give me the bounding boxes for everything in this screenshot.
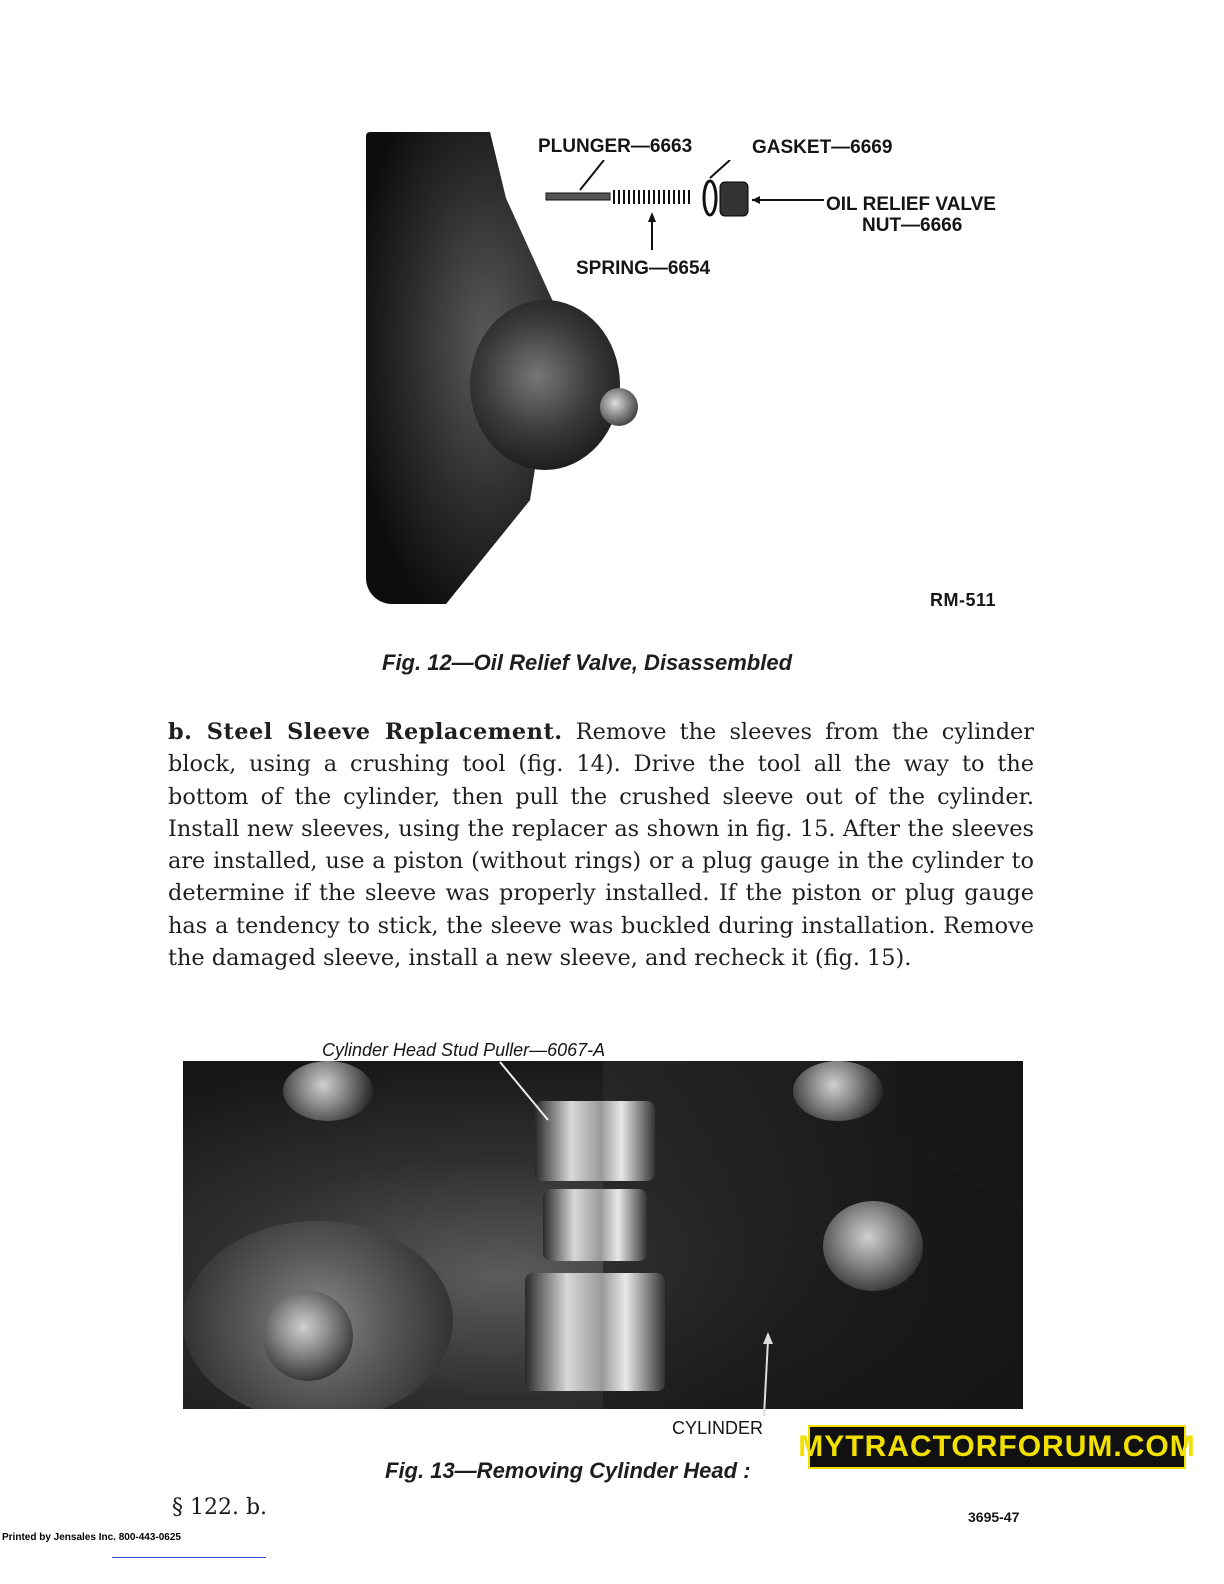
figure13-caption: Fig. 13—Removing Cylinder Head : [385,1458,751,1483]
gasket-label: GASKET—6669 [752,137,893,158]
gasket-part [704,181,716,215]
stud-puller-label: Cylinder Head Stud Puller—6067-A [322,1040,606,1060]
housing-fitting [600,388,638,426]
cylinder-leader [740,1330,780,1420]
cylinder-head-photo [183,1061,1023,1409]
valve-parts-drawing [520,160,840,250]
head-nut [793,1061,883,1121]
plunger-label: PLUNGER—6663 [538,136,693,157]
spring-label: SPRING—6654 [576,258,711,279]
puller-middle-nut [543,1189,647,1261]
head-nut [823,1201,923,1291]
page-code: 3695-47 [968,1509,1020,1525]
stud-puller-leader [496,1058,556,1128]
mytractorforum-watermark-logo [798,1425,1196,1469]
printer-credit: Printed by Jensales Inc. 800-443-0625 [2,1532,181,1543]
section-reference: § 122. b. [172,1495,268,1520]
valve-nut-label-line2: NUT—6666 [862,215,963,236]
head-nut [263,1291,353,1381]
puller-base-nut [525,1273,665,1391]
pump-housing-boss [470,300,620,470]
cylinder-label: CYLINDER [672,1418,764,1438]
section-heading: b. Steel Sleeve Replacement. [168,719,563,745]
watermark-text: MYTRACTORFORUM.COM [798,1430,1196,1463]
spring-part [614,190,689,204]
figure-reference: RM-511 [930,590,997,610]
plunger-leader [580,160,604,190]
head-nut [283,1061,373,1121]
valve-nut-label-line1: OIL RELIEF VALVE [826,194,996,215]
section-body: Remove the sleeves from the cylinder block, using a crushing tool (fig. 14). Drive the tool all the way to the bottom of the cylinder, then pull the crushed sleeve out of the cylinder. Install new sleeves, using the replacer as shown in fig. 15. After the sleeves are installed, use a piston (without rings) or a plug gauge in the cylinder to determine if the sleeve was properly installed. If the piston or plug gauge has a tendency to stick, the sleeve was buckled during installation. Remove the damaged sleeve, install a new sleeve, and recheck it (fig. 15). [168,719,1034,972]
section-paragraph [168,716,1034,974]
gasket-leader [710,160,730,178]
footer-rule [112,1557,266,1558]
valve-nut-part [720,182,748,216]
figure12-caption: Fig. 12—Oil Relief Valve, Disassembled [382,650,793,675]
plunger-part [546,193,610,200]
